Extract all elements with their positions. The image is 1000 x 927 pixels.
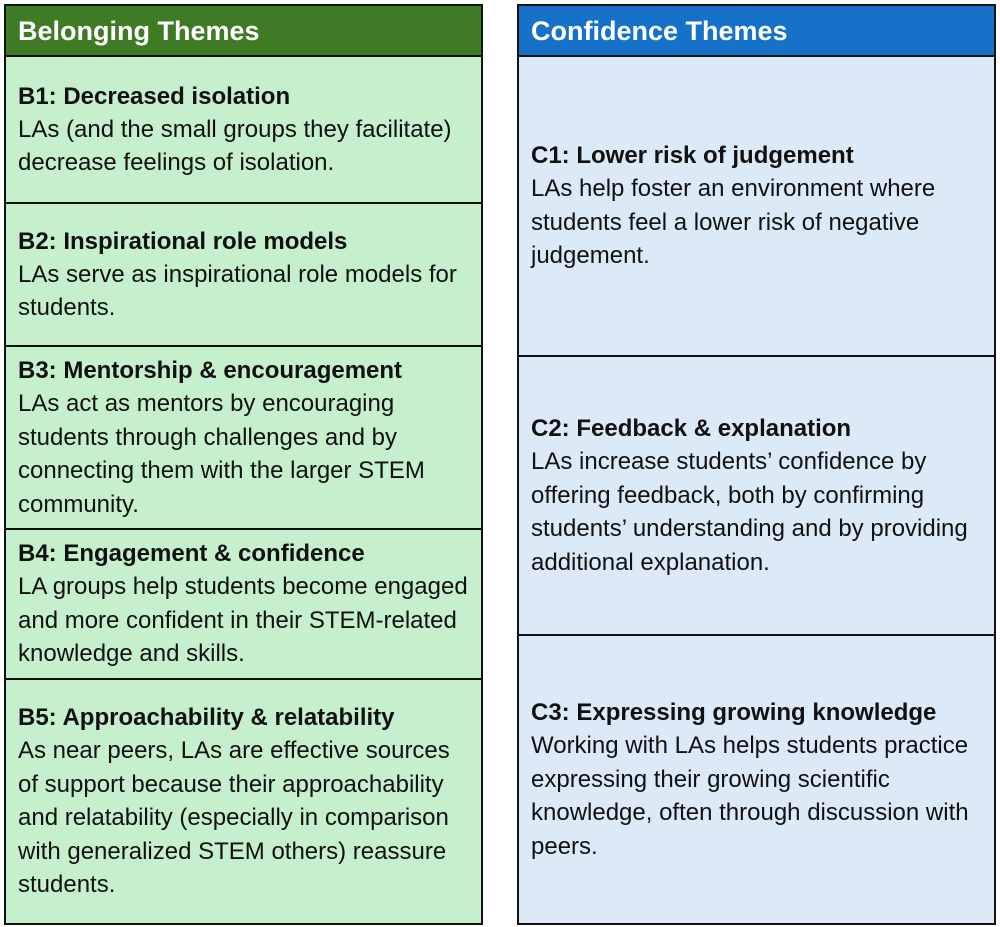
belonging-themes-header: Belonging Themes [6, 6, 481, 57]
theme-b4-title: B4: Engagement & confidence [18, 540, 365, 568]
theme-b2-title: B2: Inspirational role models [18, 227, 348, 255]
confidence-themes-header: Confidence Themes [519, 6, 994, 57]
theme-c3-description: Working with LAs helps students practice expressing their growing scientific knowledge, often through discussion with peers. [531, 732, 969, 860]
theme-b4-description: LA groups help students become engaged and more confident in their STEM-related knowledge and skills. [18, 573, 468, 668]
theme-b2-description: LAs serve as inspirational role models for students. [18, 260, 457, 321]
confidence-themes-panel [517, 4, 996, 925]
theme-b5-title: B5: Approachability & relatability [18, 704, 395, 732]
theme-c1-title: C1: Lower risk of judgement [531, 142, 854, 170]
theme-c2 [519, 355, 994, 634]
theme-b3-description: LAs act as mentors by encouraging students through challenges and by connecting them with the larger STEM community. [18, 390, 425, 518]
theme-b3-title: B3: Mentorship & encouragement [18, 357, 403, 384]
theme-c1 [519, 57, 994, 355]
theme-b1 [6, 57, 481, 202]
confidence-themes-list [519, 57, 994, 923]
theme-c3 [519, 634, 994, 923]
theme-c1-description: LAs help foster an environment where students feel a lower risk of negative judgement. [531, 175, 936, 270]
theme-c3-title: C3: Expressing growing knowledge [531, 699, 937, 726]
theme-b1-title: B1: Decreased isolation [18, 82, 291, 110]
theme-b3 [6, 345, 481, 528]
theme-c2-description: LAs increase students’ confidence by offering feedback, both by confirming students’ understanding and by providing additional explanation. [531, 448, 968, 576]
belonging-themes-list [6, 57, 481, 923]
theme-c2-title: C2: Feedback & explanation [531, 415, 852, 442]
theme-b5 [6, 678, 481, 923]
theme-b2 [6, 202, 481, 345]
theme-b4 [6, 528, 481, 678]
theme-b5-description: As near peers, LAs are effective sources of support because their approachability and relatability (especially in comparison with generalized STEM others) reassure students. [18, 737, 450, 899]
belonging-themes-panel [4, 4, 483, 925]
theme-b1-description: LAs (and the small groups they facilitate) decrease feelings of isolation. [18, 115, 452, 176]
